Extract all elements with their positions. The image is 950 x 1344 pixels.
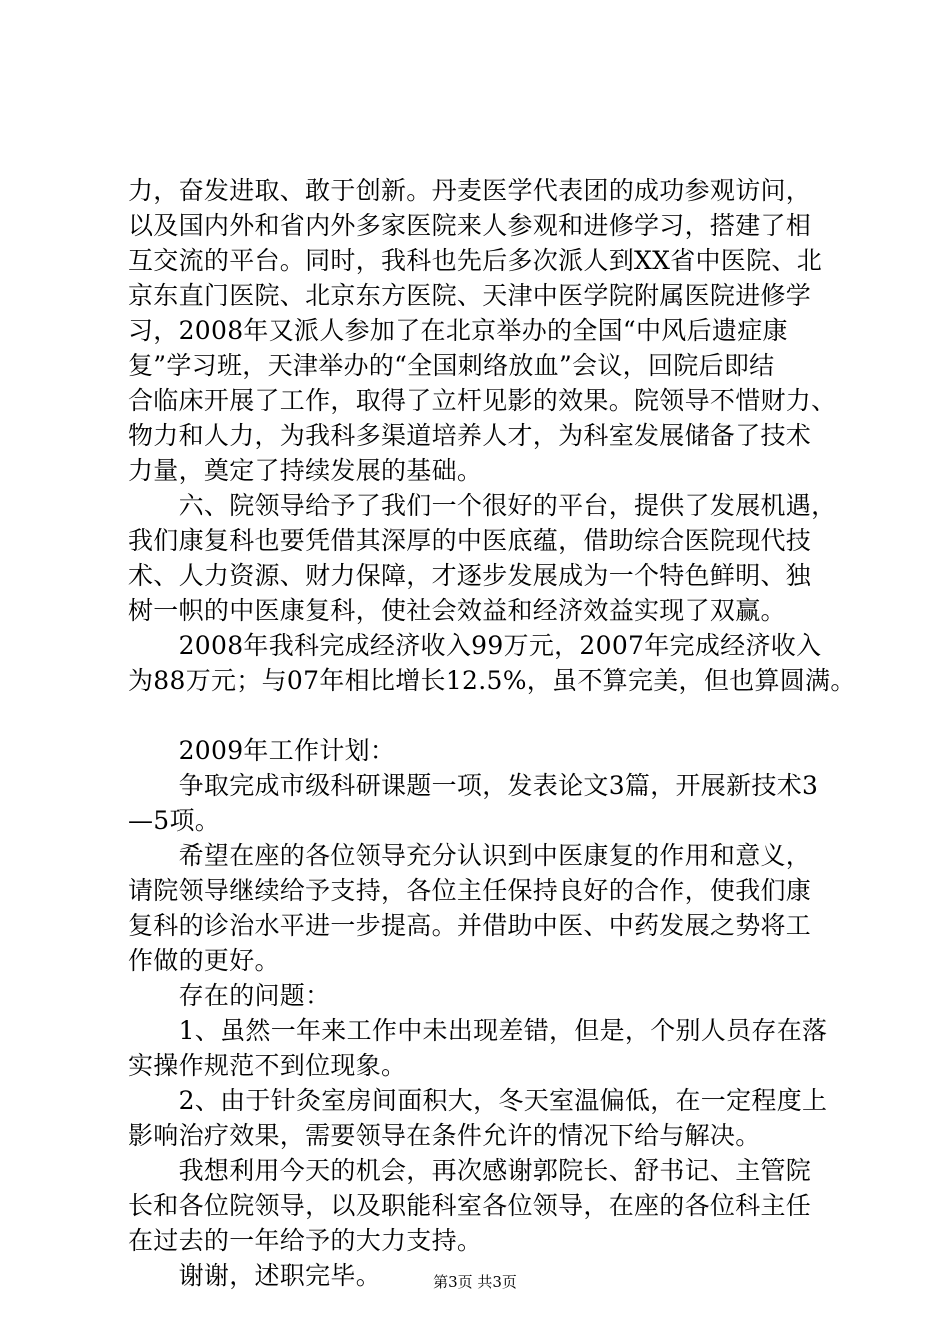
blank-line: [128, 698, 868, 733]
text-line: 物力和人力，为我科多渠道培养人才，为科室发展储备了技术: [128, 421, 812, 450]
page-footer: 第3页 共3页: [433, 1273, 517, 1291]
text-line: 请院领导继续给予支持，各位主任保持良好的合作，使我们康: [128, 876, 812, 905]
text-line: 影响治疗效果，需要领导在条件允许的情况下给与解决。: [128, 1121, 761, 1150]
text-line: 争取完成市级科研课题一项，发表论文3篇，开展新技术3: [128, 771, 819, 800]
text-line: 1、虽然一年来工作中未出现差错，但是，个别人员存在落: [128, 1016, 828, 1045]
text-line: 2009年工作计划：: [128, 736, 396, 765]
text-line: 习，2008年又派人参加了在北京举办的全国“中风后遗症康: [128, 316, 788, 345]
text-line: 树一帜的中医康复科，使社会效益和经济效益实现了双赢。: [128, 596, 786, 625]
text-line: 力，奋发进取、敢于创新。丹麦医学代表团的成功参观访问，: [128, 176, 812, 205]
text-line: —5项。: [128, 806, 221, 835]
text-line: 为88万元；与07年相比增长12.5%，虽不算完美，但也算圆满。: [128, 666, 856, 695]
text-line: 实操作规范不到位现象。: [128, 1051, 407, 1080]
text-line: 我们康复科也要凭借其深厚的中医底蕴，借助综合医院现代技: [128, 526, 812, 555]
text-line: 京东直门医院、北京东方医院、天津中医学院附属医院进修学: [128, 281, 812, 310]
document-body: [128, 173, 868, 1293]
text-line: 希望在座的各位领导充分认识到中医康复的作用和意义，: [128, 841, 812, 870]
text-line: 我想利用今天的机会，再次感谢郭院长、舒书记、主管院: [128, 1156, 812, 1185]
text-line: 六、院领导给予了我们一个很好的平台，提供了发展机遇，: [128, 491, 837, 520]
text-line: 互交流的平台。同时，我科也先后多次派人到XX省中医院、北: [128, 246, 822, 275]
text-line: 长和各位院领导，以及职能科室各位领导，在座的各位科主任: [128, 1191, 812, 1220]
text-line: 术、人力资源、财力保障，才逐步发展成为一个特色鲜明、独: [128, 561, 812, 590]
text-line: 复科的诊治水平进一步提高。并借助中医、中药发展之势将工: [128, 911, 812, 940]
text-line: 存在的问题：: [128, 981, 331, 1010]
text-line: 以及国内外和省内外多家医院来人参观和进修学习，搭建了相: [128, 211, 812, 240]
text-line: 作做的更好。: [128, 946, 280, 975]
text-line: 合临床开展了工作，取得了立杆见影的效果。院领导不惜财力、: [128, 386, 837, 415]
text-line: 谢谢，述职完毕。: [128, 1261, 382, 1290]
text-line: 2、由于针灸室房间面积大，冬天室温偏低，在一定程度上: [128, 1086, 828, 1115]
text-line: 在过去的一年给予的大力支持。: [128, 1226, 483, 1255]
text-line: 2008年我科完成经济收入99万元，2007年完成经济收入: [128, 631, 822, 660]
text-line: 复”学习班，天津举办的“全国刺络放血”会议，回院后即结: [128, 351, 775, 380]
text-line: 力量，奠定了持续发展的基础。: [128, 456, 483, 485]
